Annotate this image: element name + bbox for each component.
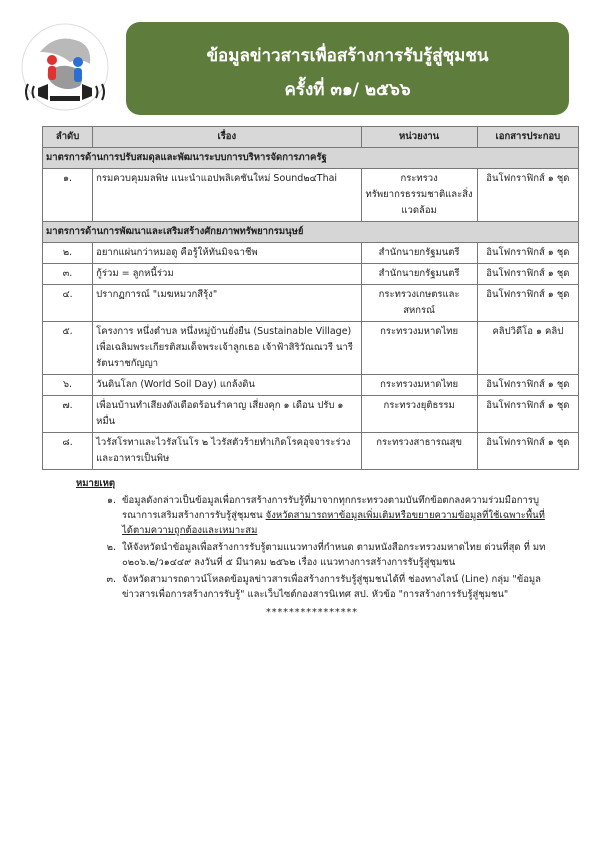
section-title: มาตรการด้านการพัฒนาและเสริมสร้างศักยภาพทรัพยากรมนุษย์ <box>43 222 579 243</box>
note-text-plain: ข้อมูลดังกล่าวเป็นข้อมูลเพื่อการสร้างการรับรู้ที่มาจากทุกกระทรวงตามบันทึกข้อตกลงความร่วมมือการบูรณาการเสริมสร้างการรับรู้สู่ชุมชน <box>122 495 539 521</box>
row-agency: กระทรวงมหาดไทย <box>361 322 477 375</box>
row-document: คลิปวิดีโอ ๑ คลิป <box>477 322 578 375</box>
notes-heading: หมายเหตุ <box>76 478 116 489</box>
row-topic: ปรากฏการณ์ "เมฆหมวกสีรุ้ง" <box>93 285 361 322</box>
note-item <box>72 493 552 538</box>
row-agency: สำนักนายกรัฐมนตรี <box>361 243 477 264</box>
table-row <box>43 285 579 322</box>
row-document: อินโฟกราฟิกส์ ๑ ชุด <box>477 169 578 222</box>
section-title: มาตรการด้านการปรับสมดุลและพัฒนาระบบการบริหารจัดการภาครัฐ <box>43 148 579 169</box>
note-item <box>72 572 552 602</box>
table-row <box>43 169 579 222</box>
row-document: อินโฟกราฟิกส์ ๑ ชุด <box>477 264 578 285</box>
row-topic: กรมควบคุมมลพิษ แนะนำแอปพลิเคชันใหม่ Sound๒๔Thai <box>93 169 361 222</box>
table-row <box>43 322 579 375</box>
table-row <box>43 264 579 285</box>
note-number: ๓. <box>106 574 116 585</box>
row-agency: สำนักนายกรัฐมนตรี <box>361 264 477 285</box>
topics-table <box>42 126 579 470</box>
community-logo-icon <box>20 22 110 112</box>
table-row <box>43 433 579 470</box>
row-agency: กระทรวงมหาดไทย <box>361 375 477 396</box>
row-agency: กระทรวงสาธารณสุข <box>361 433 477 470</box>
row-number: ๘. <box>43 433 93 470</box>
end-marker: **************** <box>266 607 358 618</box>
title-banner <box>126 22 569 115</box>
col-header-agency: หน่วยงาน <box>361 127 477 148</box>
note-number: ๑. <box>106 495 116 506</box>
row-topic: วันดินโลก (World Soil Day) แกล้งดิน <box>93 375 361 396</box>
row-topic: กู้ร่วม = ลูกหนี้ร่วม <box>93 264 361 285</box>
table-row <box>43 396 579 433</box>
issue-number: ครั้งที่ ๓๑/ ๒๕๖๖ <box>284 80 411 100</box>
row-agency: กระทรวงทรัพยากรธรรมชาติและสิ่งแวดล้อม <box>361 169 477 222</box>
note-text: ให้จังหวัดนำข้อมูลเพื่อสร้างการรับรู้ตามแนวทางที่กำหนด ตามหนังสือกระทรวงมหาดไทย ด่วนที่สุด ที่ มท ๐๒๐๖.๒/ว๑๔๔๙ ลงวันที่ ๕ มีนาคม ๒๕๖๒ เรื่อง แนวทางการสร้างการรับรู้สู่ชุมชน <box>122 542 546 568</box>
row-document: อินโฟกราฟิกส์ ๑ ชุด <box>477 243 578 264</box>
notes-section <box>72 476 552 620</box>
logo <box>20 22 110 112</box>
row-number: ๒. <box>43 243 93 264</box>
row-document: อินโฟกราฟิกส์ ๑ ชุด <box>477 375 578 396</box>
row-number: ๖. <box>43 375 93 396</box>
row-number: ๗. <box>43 396 93 433</box>
page-title: ข้อมูลข่าวสารเพื่อสร้างการรับรู้สู่ชุมชน <box>206 46 489 66</box>
table-header-row <box>43 127 579 148</box>
row-document: อินโฟกราฟิกส์ ๑ ชุด <box>477 396 578 433</box>
row-topic: ไวรัสโรทาและไวรัสโนโร ๒ ไวรัสตัวร้ายทำเกิดโรคอุจจาระร่วง และอาหารเป็นพิษ <box>93 433 361 470</box>
row-agency: กระทรวงเกษตรและสหกรณ์ <box>361 285 477 322</box>
note-number: ๒. <box>106 542 116 553</box>
col-header-number: ลำดับ <box>43 127 93 148</box>
row-topic: อยากแผ่นกว่าหมอดู คือรู้ให้ทันมิจฉาชีพ <box>93 243 361 264</box>
row-number: ๑. <box>43 169 93 222</box>
row-number: ๓. <box>43 264 93 285</box>
note-text-underlined: จังหวัดสามารถหาข้อมูลเพิ่มเติมหรือขยายความข้อมูลที่ใช้เฉพาะพื้นที่ได้ตามความถูกต้องและเหมาะสม <box>122 510 545 536</box>
row-topic: โครงการ หนึ่งตำบล หนึ่งหมู่บ้านยั่งยืน (Sustainable Village) เพื่อเฉลิมพระเกียรติสมเด็จพระเจ้าลูกเธอ เจ้าฟ้าสิริวัณณวรี นารีรัตนราชกัญญา <box>93 322 361 375</box>
note-item <box>72 540 552 570</box>
table-row <box>43 375 579 396</box>
col-header-topic: เรื่อง <box>93 127 361 148</box>
row-agency: กระทรวงยุติธรรม <box>361 396 477 433</box>
section-row <box>43 148 579 169</box>
row-number: ๕. <box>43 322 93 375</box>
row-topic: เพื่อนบ้านทำเสียงดังเดือดร้อนรำคาญ เสี่ยงคุก ๑ เดือน ปรับ ๑ หมื่น <box>93 396 361 433</box>
row-document: อินโฟกราฟิกส์ ๑ ชุด <box>477 285 578 322</box>
col-header-document: เอกสารประกอบ <box>477 127 578 148</box>
row-document: อินโฟกราฟิกส์ ๑ ชุด <box>477 433 578 470</box>
row-number: ๔. <box>43 285 93 322</box>
note-text: จังหวัดสามารถดาวน์โหลดข้อมูลข่าวสารเพื่อสร้างการรับรู้สู่ชุมชนได้ที่ ช่องทางไลน์ (Line) กลุ่ม "ข้อมูลข่าวสารเพื่อการสร้างการรับรู้" และเว็บไซต์กองสารนิเทศ สป. หัวข้อ "การสร้างการรับรู้สู่ชุมชน" <box>122 574 541 600</box>
table-row <box>43 243 579 264</box>
section-row <box>43 222 579 243</box>
note-text <box>122 493 552 538</box>
